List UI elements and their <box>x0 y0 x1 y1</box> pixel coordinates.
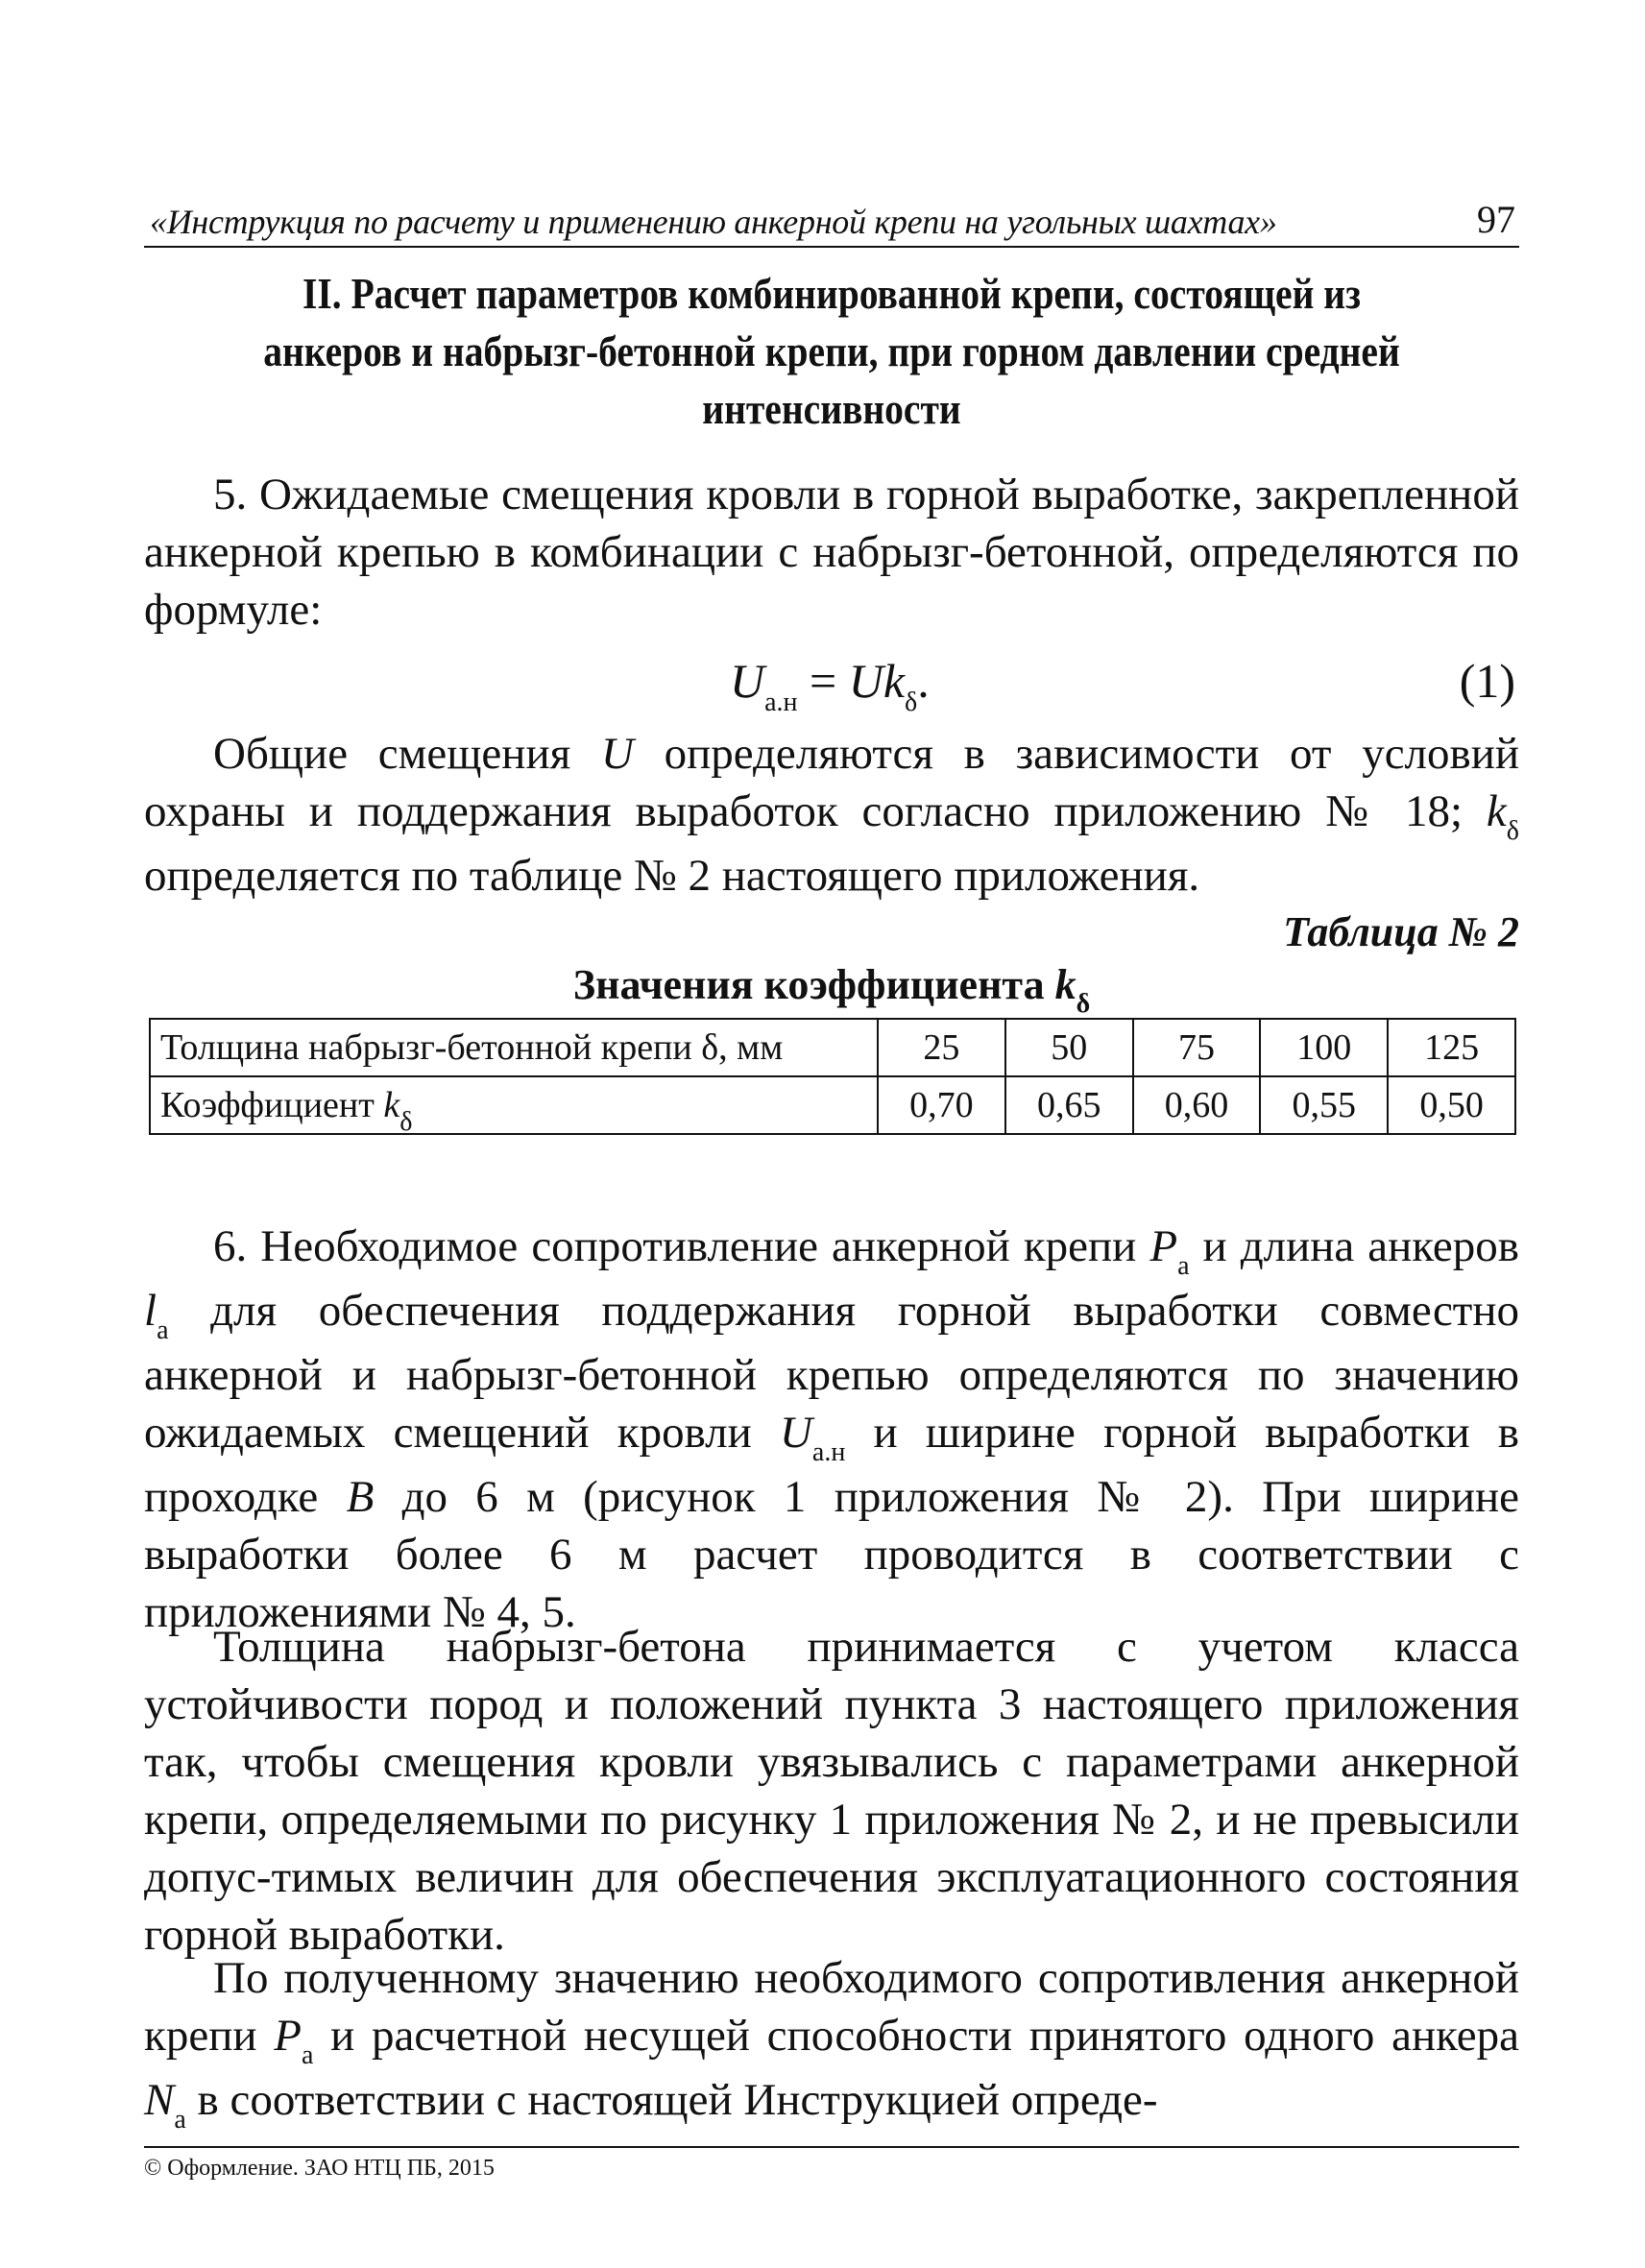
item-5-text: 5. Ожидаемые смещения кровли в горной выработке, закрепленной анкерной крепью в комбинации с набрызг-бетонной, определяются по формуле: <box>144 470 1519 635</box>
text-run: определяется по таблице № 2 настоящего приложения. <box>144 851 1200 901</box>
caption-symbol: k <box>1054 961 1077 1008</box>
table-cell: 75 <box>1133 1019 1261 1076</box>
paragraph-general-displacements <box>144 725 1519 905</box>
formula-rhs-subscript: δ <box>905 688 918 717</box>
symbol-n: N <box>144 2075 175 2125</box>
row-header-coefficient <box>150 1076 878 1137</box>
caption-subscript: δ <box>1076 989 1091 1019</box>
formula-equals: = <box>797 654 849 708</box>
text-run: и длина анкеров <box>1189 1221 1519 1271</box>
symbol-k-subscript: δ <box>1506 816 1519 846</box>
header-title: «Инструкция по расчету и применению анкерной крепи на угольных шахтах» <box>150 203 1277 241</box>
anchor-count-text <box>144 1949 1519 2135</box>
formula-1 <box>144 653 1519 720</box>
formula-expression <box>730 653 930 717</box>
thickness-text: Толщина набрызг-бетона принимается с учетом класса устойчивости пород и положений пункта 3 настоящего приложения так, чтобы смещения кровли увязывались с параметрами анкерной крепи, определяемыми по рисунку 1 приложения № 2, и не превысили допус-тимых величин для обеспечения эксплуатационного состояния горной выработки. <box>144 1622 1519 1960</box>
table-cell: 0,50 <box>1388 1076 1515 1134</box>
symbol-p: P <box>274 2011 302 2061</box>
text-run: определяются в зависимости от условий охраны и поддержания выработок согласно приложению № 18; <box>144 729 1520 836</box>
caption-text: Значения коэффициента <box>572 961 1055 1008</box>
page-number: 97 <box>1477 198 1515 241</box>
table-row <box>150 1076 1515 1134</box>
symbol-n-subscript: а <box>174 2105 186 2135</box>
paragraph-thickness <box>144 1618 1519 1964</box>
footer-copyright: © Оформление. ЗАО НТЦ ПБ, 2015 <box>144 2156 495 2181</box>
text-run: Общие смещения <box>213 729 601 779</box>
formula-rhs-symbol: Uk <box>848 654 906 708</box>
paragraph-item-6 <box>144 1218 1519 1641</box>
table-label: Таблица № 2 <box>1283 908 1519 955</box>
row-header-subscript: δ <box>399 1107 413 1137</box>
symbol-l-subscript: а <box>157 1315 169 1345</box>
symbol-p: P <box>1149 1221 1178 1271</box>
symbol-u: U <box>600 729 634 779</box>
text-run: 6. Необходимое сопротивление анкерной крепи <box>213 1221 1150 1271</box>
item-6-text <box>144 1218 1519 1641</box>
row-header-thickness: Толщина набрызг-бетонной крепи δ, мм <box>150 1019 878 1076</box>
row-header-symbol: k <box>383 1085 400 1125</box>
running-header <box>144 192 1519 248</box>
section-title: II. Расчет параметров комбинированной крепи, состоящей из анкеров и набрызг-бетонной крепи, при горном давлении средней интенсивности <box>263 269 1400 433</box>
table-cell: 0,70 <box>878 1076 1005 1134</box>
paragraph-anchor-count <box>144 1949 1519 2135</box>
table-row <box>150 1019 1515 1076</box>
table-cell: 125 <box>1388 1019 1515 1076</box>
general-displacements-text <box>144 725 1519 905</box>
table-cell: 25 <box>878 1019 1005 1076</box>
text-run: до 6 м (рисунок 1 приложения № 2). При ширине выработки более 6 м расчет проводится в соответствии с приложениями № 4, 5. <box>144 1472 1520 1637</box>
text-run: По полученному значению необходимого сопротивления анкерной крепи <box>144 1953 1519 2061</box>
footer-divider <box>144 2146 1519 2148</box>
paragraph-item-5 <box>144 466 1519 639</box>
formula-lhs-subscript: а.н <box>764 688 798 717</box>
row-header-text: Коэффициент <box>160 1085 384 1125</box>
text-run: в соответствии с настоящей Инструкцией опреде- <box>185 2075 1158 2125</box>
table-cell: 50 <box>1005 1019 1133 1076</box>
table-cell: 0,55 <box>1260 1076 1388 1134</box>
formula-number: (1) <box>1459 654 1515 708</box>
symbol-b: B <box>346 1472 375 1522</box>
symbol-p-subscript: а <box>301 2040 314 2070</box>
symbol-u: U <box>779 1408 812 1458</box>
text-run: и ширине горной выработки в проходке <box>144 1408 1519 1522</box>
symbol-l: l <box>144 1286 157 1336</box>
table-caption <box>144 960 1519 1019</box>
symbol-k: k <box>1486 786 1507 836</box>
table-cell: 100 <box>1260 1019 1388 1076</box>
table-cell: 0,65 <box>1005 1076 1133 1134</box>
table-cell: 0,60 <box>1133 1076 1261 1134</box>
formula-lhs-symbol: U <box>730 654 765 708</box>
text-run: для обеспечения поддержания горной выработки совместно анкерной и набрызг-бетонной крепью определяются по значению ожидаемых смещений кровли <box>144 1286 1519 1458</box>
symbol-u-subscript: а.н <box>811 1437 846 1467</box>
symbol-p-subscript: а <box>1177 1251 1190 1281</box>
text-run: и расчетной несущей способности принятого одного анкера <box>313 2011 1520 2061</box>
coefficient-table <box>149 1018 1516 1135</box>
formula-end: . <box>917 654 930 708</box>
